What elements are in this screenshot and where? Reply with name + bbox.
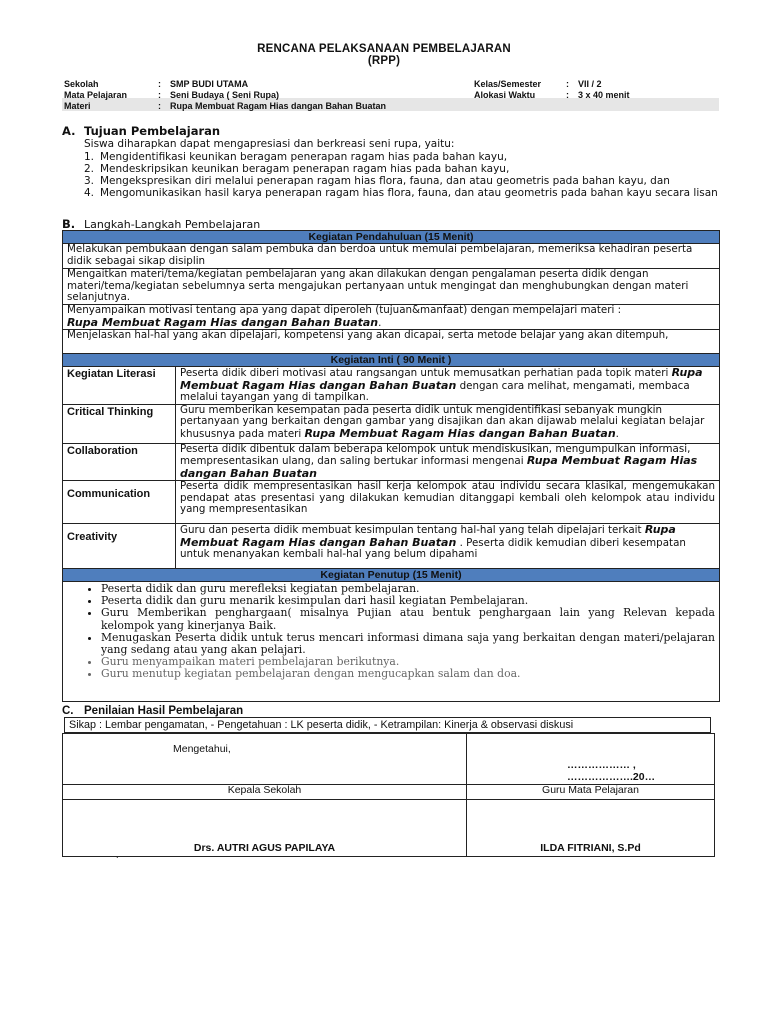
colon: : <box>566 79 569 89</box>
objective-text: Mengomunikasikan hasil karya penerapan ragam hias flora, fauna, dan atau geometris pada bahan kayu secara lisan <box>100 187 718 199</box>
inti-label-critical-thinking: Critical Thinking <box>63 404 176 443</box>
left-signatory: Drs. AUTRI AGUS PAPILAYA <box>63 800 467 857</box>
signature-table <box>62 733 715 857</box>
section-b-title: Langkah-Langkah Pembelajaran <box>84 218 261 231</box>
kelas-label: Kelas/Semester <box>474 79 542 89</box>
colon: : <box>158 101 161 111</box>
materi-value: Rupa Membuat Ragam Hias dangan Bahan Buatan <box>170 101 387 111</box>
list-item: • Guru menutup kegiatan pembelajaran dengan mengucapkan salam dan doa. <box>101 668 719 680</box>
objective-item <box>84 163 724 175</box>
inti-content: Guru memberikan kesempatan pada peserta didik untuk mengidentifikasi sebanyak mungkin pertanyaan yang berkaitan dengan gambar yang disajikan dan akan dijawab melalui kegiatan belajar khususnya pada materi Rupa Membuat Ragam Hias dangan Bahan Buatan. <box>176 404 720 443</box>
alokasi-label: Alokasi Waktu <box>474 90 536 100</box>
topic-emphasis: Rupa Membuat Ragam Hias dangan Bahan Buatan <box>67 315 379 329</box>
inti-content: Peserta didik mempresentasikan hasil kerja kelompok atau individu secara klasikal, mengemukakan pendapat atas presentasi yang dilakukan kemudian ditanggapi kembali oleh kelompok atau individu yang mempresentasikan <box>176 481 720 524</box>
objective-text: Mengekspresikan diri melalui penerapan ragam hias flora, fauna, dan atau geometris pada bahan kayu, dan <box>100 175 670 187</box>
topic-emphasis: Rupa Membuat Ragam Hias dangan Bahan Buatan <box>180 454 698 480</box>
topic-emphasis: Rupa Membuat Ragam Hias dangan Bahan Buatan <box>180 523 676 549</box>
inti-header: Kegiatan Inti ( 90 Menit ) <box>63 354 720 367</box>
right-role: Guru Mata Pelajaran <box>467 785 715 800</box>
materi-label: Materi <box>64 101 91 111</box>
colon: : <box>158 79 161 89</box>
objective-number: 3. <box>84 175 95 187</box>
inti-label-communication: Communication <box>63 481 176 524</box>
list-item: • Menugaskan Peserta didik untuk terus mencari informasi dimana saja yang berkaitan dengan materi/pelajaran yang sedang atau yang akan pelajari. <box>101 632 719 656</box>
objective-text: Mendeskripsikan keunikan beragam penerapan ragam hias pada bahan kayu, <box>100 163 510 175</box>
pendahuluan-row: Menyampaikan motivasi tentang apa yang dapat diperoleh (tujuan&manfaat) dengan mempelajari materi : Rupa Membuat Ragam Hias dangan Bahan Buatan. <box>63 305 720 330</box>
objective-number: 4. <box>84 187 95 199</box>
topic-emphasis: Rupa Membuat Ragam Hias dangan Bahan Buatan <box>180 366 703 392</box>
document-subtitle: (RPP) <box>367 55 401 67</box>
list-item: • Peserta didik dan guru menarik kesimpulan dari hasil kegiatan Pembelajaran. <box>101 595 719 607</box>
document-title: RENCANA PELAKSANAAN PEMBELAJARAN <box>257 43 511 55</box>
inti-content: Guru dan peserta didik membuat kesimpulan tentang hal-hal yang telah dipelajari terkait Rupa Membuat Ragam Hias dangan Bahan Buatan . Peserta didik kemudian diberi kesempatan untuk menanyakan kembali hal-hal yang belum dipahami <box>176 524 720 569</box>
pendahuluan-row: Menjelaskan hal-hal yang akan dipelajari, kompetensi yang akan dicapai, serta metode belajar yang akan ditempuh, <box>63 330 720 354</box>
kelas-value: VII / 2 <box>578 79 602 89</box>
mapel-value: Seni Budaya ( Seni Rupa) <box>170 90 280 100</box>
section-c-title: Penilaian Hasil Pembelajaran <box>84 705 244 717</box>
pendahuluan-text: Menyampaikan motivasi tentang apa yang dapat diperoleh (tujuan&manfaat) dengan mempelajari materi : <box>67 304 622 316</box>
colon: : <box>566 90 569 100</box>
objective-number: 2. <box>84 163 95 175</box>
colon: : <box>158 90 161 100</box>
objective-text: Mengidentifikasi keunikan beragam penerapan ragam hias pada bahan kayu, <box>100 151 508 163</box>
penutup-content <box>63 582 720 702</box>
topic-emphasis: Rupa Membuat Ragam Hias dangan Bahan Buatan <box>304 426 616 440</box>
inti-content: Peserta didik diberi motivasi atau rangsangan untuk memusatkan perhatian pada topik materi Rupa Membuat Ragam Hias dangan Bahan Buatan dengan cara melihat, mengamati, membaca melalui tayangan yang di tampilkan. <box>176 367 720 405</box>
date-line: ……………… , ……………….20… <box>467 734 715 785</box>
mengetahui-label: Mengetahui, <box>63 734 467 785</box>
sekolah-label: Sekolah <box>64 79 99 89</box>
pendahuluan-header: Kegiatan Pendahuluan (15 Menit) <box>63 231 720 244</box>
section-c-letter: C. <box>62 705 74 717</box>
assessment-box: Sikap : Lembar pengamatan, - Pengetahuan : LK peserta didik, - Ketrampilan: Kinerja & observasi diskusi <box>64 717 711 733</box>
inti-content: Peserta didik dibentuk dalam beberapa kelompok untuk mendiskusikan, mengumpulkan informasi, mempresentasikan ulang, dan saling bertukar informasi mengenai Rupa Membuat Ragam Hias dangan Bahan Buatan <box>176 443 720 481</box>
objective-item <box>84 187 724 199</box>
objective-number: 1. <box>84 151 95 163</box>
objective-item <box>84 151 724 163</box>
mapel-label: Mata Pelajaran <box>64 90 128 100</box>
section-b-letter: B. <box>62 217 76 231</box>
sekolah-value: SMP BUDI UTAMA <box>170 79 249 89</box>
pendahuluan-row: Mengaitkan materi/tema/kegiatan pembelajaran yang akan dilakukan dengan pengalaman peserta didik dengan materi/tema/kegiatan sebelumnya serta mengajukan pertanyaan untuk mengingat dan menghubungkan dengan materi selanjutnya. <box>63 269 720 305</box>
section-a-intro: Siswa diharapkan dapat mengapresiasi dan berkreasi seni rupa, yaitu: <box>84 138 455 150</box>
inti-label-literasi: Kegiatan Literasi <box>63 367 176 405</box>
inti-label-collaboration: Collaboration <box>63 443 176 481</box>
pendahuluan-row: Melakukan pembukaan dengan salam pembuka dan berdoa untuk memulai pembelajaran, memeriksa kehadiran peserta didik sebagai sikap disiplin <box>63 244 720 269</box>
right-signatory: ILDA FITRIANI, S.Pd <box>467 800 715 857</box>
penutup-header: Kegiatan Penutup (15 Menit) <box>63 569 720 582</box>
alokasi-value: 3 x 40 menit <box>578 90 630 100</box>
learning-steps-table <box>62 230 720 702</box>
objective-item <box>84 175 724 187</box>
section-a-title: Tujuan Pembelajaran <box>84 124 221 138</box>
inti-label-creativity: Creativity <box>63 524 176 569</box>
penutup-list <box>63 583 719 681</box>
left-role: Kepala Sekolah <box>63 785 467 800</box>
list-item: • Peserta didik dan guru merefleksi kegiatan pembelajaran. <box>101 583 719 595</box>
section-a-letter: A. <box>62 124 76 138</box>
list-item: • Guru menyampaikan materi pembelajaran berikutnya. <box>101 656 719 668</box>
list-item: • Guru Memberikan penghargaan( misalnya Pujian atau bentuk penghargaan lain yang Relevan kepada kelompok yang kinerjanya Baik. <box>101 607 719 631</box>
footer-mark: . <box>116 850 119 860</box>
objectives-list <box>84 151 724 199</box>
